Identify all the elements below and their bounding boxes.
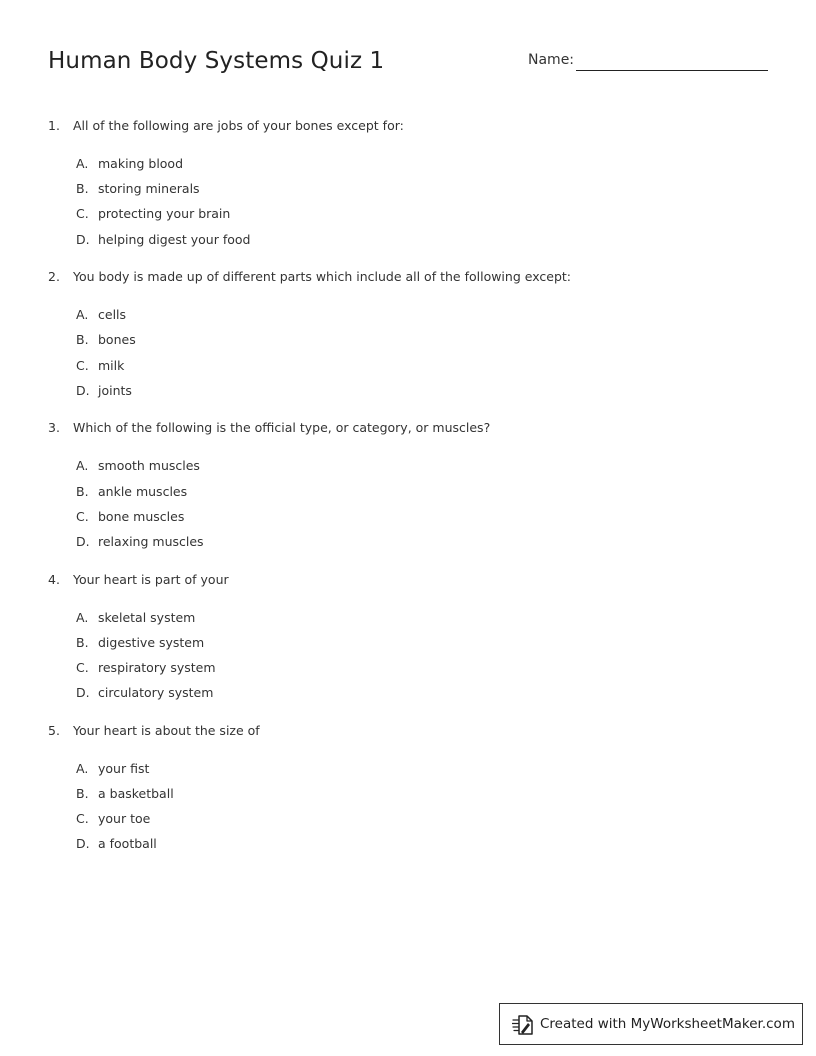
option-letter: C. bbox=[76, 206, 89, 222]
question-2 bbox=[48, 269, 768, 420]
option-letter: A. bbox=[76, 609, 89, 625]
option-letter: C. bbox=[76, 811, 89, 827]
option-text: making blood bbox=[98, 156, 184, 171]
option-text: a football bbox=[98, 836, 157, 852]
question-number: 4. bbox=[48, 571, 60, 587]
question-5 bbox=[48, 723, 768, 874]
badge-text: Created with MyWorksheetMaker.com bbox=[540, 1016, 795, 1032]
option-text: skeletal system bbox=[98, 609, 196, 625]
question-1 bbox=[48, 118, 768, 269]
question-text: All of the following are jobs of your bones except for: bbox=[73, 118, 404, 133]
option-text: bone muscles bbox=[98, 508, 185, 524]
question-number: 1. bbox=[48, 118, 60, 133]
option-letter: A. bbox=[76, 156, 89, 171]
question-number: 5. bbox=[48, 722, 60, 738]
question-number: 3. bbox=[48, 420, 60, 436]
page-title: Human Body Systems Quiz 1 bbox=[48, 48, 385, 74]
option-text: relaxing muscles bbox=[98, 533, 204, 549]
option-letter: D. bbox=[76, 836, 90, 852]
option-text: respiratory system bbox=[98, 659, 216, 675]
option-letter: B. bbox=[76, 483, 89, 499]
question-3 bbox=[48, 420, 768, 571]
myworksheetmaker-badge-link[interactable] bbox=[499, 1003, 803, 1045]
option-letter: B. bbox=[76, 332, 89, 348]
option-text: milk bbox=[98, 357, 125, 373]
option-text: circulatory system bbox=[98, 685, 214, 701]
option-letter: A. bbox=[76, 458, 89, 474]
question-list bbox=[48, 118, 768, 874]
option-letter: D. bbox=[76, 533, 90, 549]
question-text: Your heart is part of your bbox=[73, 571, 229, 587]
option-text: protecting your brain bbox=[98, 206, 231, 222]
option-text: smooth muscles bbox=[98, 458, 200, 474]
option-letter: B. bbox=[76, 634, 89, 650]
option-text: ankle muscles bbox=[98, 483, 188, 499]
option-text: cells bbox=[98, 307, 127, 323]
name-label: Name: bbox=[528, 52, 575, 68]
option-text: a basketball bbox=[98, 785, 174, 801]
option-letter: C. bbox=[76, 357, 89, 373]
option-letter: B. bbox=[76, 181, 89, 197]
option-text: helping digest your food bbox=[98, 231, 251, 247]
option-letter: D. bbox=[76, 685, 90, 701]
name-field-area bbox=[528, 52, 768, 72]
option-letter: B. bbox=[76, 785, 89, 801]
option-text: digestive system bbox=[98, 634, 205, 650]
question-number: 2. bbox=[48, 269, 60, 285]
option-letter: C. bbox=[76, 508, 89, 524]
option-text: your fist bbox=[98, 760, 150, 776]
option-letter: A. bbox=[76, 307, 89, 323]
question-text: Your heart is about the size of bbox=[73, 722, 260, 738]
option-letter: C. bbox=[76, 659, 89, 675]
option-text: joints bbox=[98, 382, 132, 398]
name-blank-line bbox=[576, 70, 768, 71]
option-text: storing minerals bbox=[98, 181, 200, 197]
question-text: You body is made up of different parts which include all of the following except: bbox=[73, 269, 571, 285]
worksheet-maker-logo-icon bbox=[512, 1014, 534, 1036]
question-text: Which of the following is the official type, or category, or muscles? bbox=[73, 420, 491, 436]
option-letter: D. bbox=[76, 382, 90, 398]
question-4 bbox=[48, 572, 768, 723]
option-text: bones bbox=[98, 332, 136, 348]
option-letter: A. bbox=[76, 760, 89, 776]
option-letter: D. bbox=[76, 231, 90, 247]
option-text: your toe bbox=[98, 811, 151, 827]
